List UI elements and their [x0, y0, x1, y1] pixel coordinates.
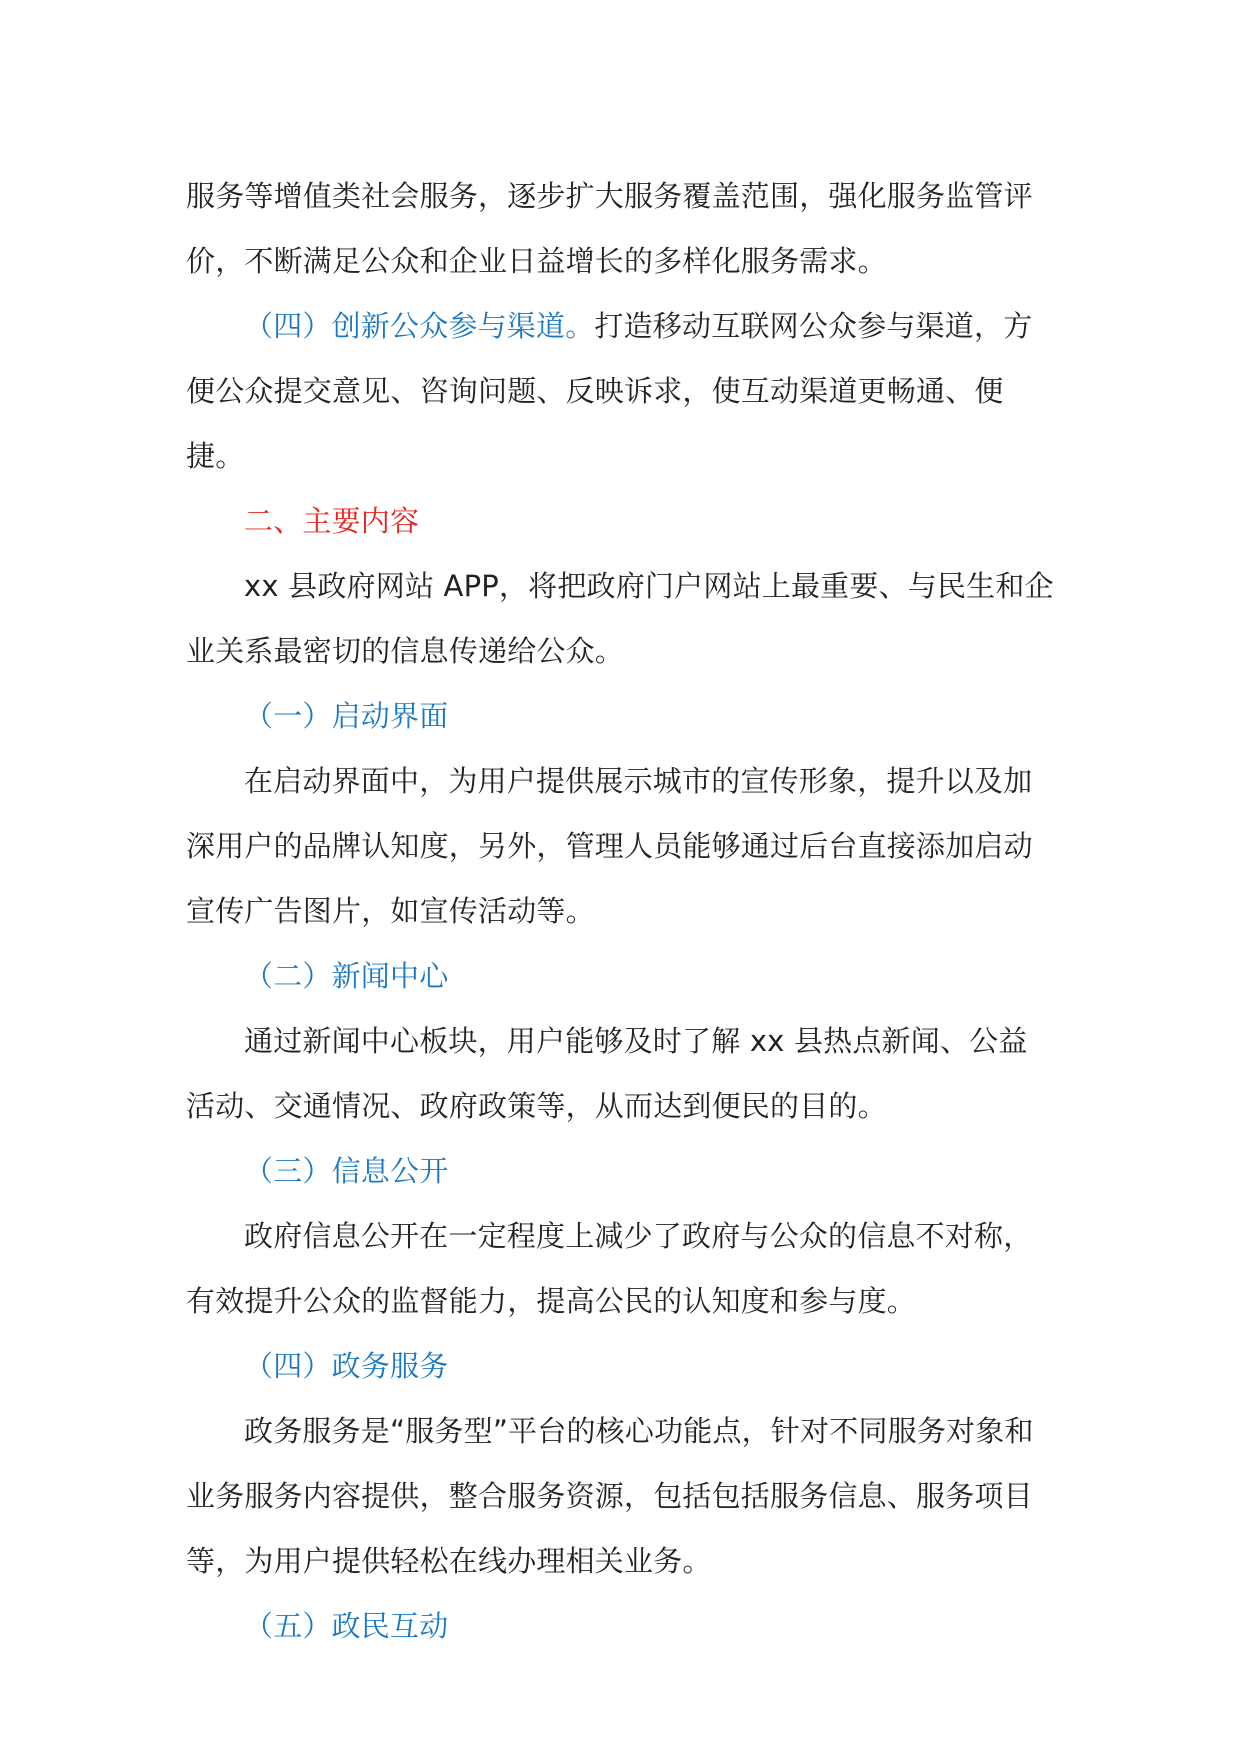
- paragraph-gov-services: 政务服务是“服务型”平台的核心功能点，针对不同服务对象和业务服务内容提供，整合服务资源，包括包括服务信息、服务项目等，为用户提供轻松在线办理相关业务。: [186, 1414, 1034, 1578]
- subheading-innovation-channel: （四）创新公众参与渠道。: [244, 309, 595, 343]
- subheading-info-disclosure: （三）信息公开: [244, 1154, 449, 1188]
- subheading-news-center: （二）新闻中心: [244, 959, 449, 993]
- paragraph-app-intro: xx 县政府网站 APP，将把政府门户网站上最重要、与民生和企业关系最密切的信息传递给公众。: [186, 569, 1054, 668]
- paragraph-innovation-channel: [186, 294, 1054, 489]
- subheading-launch-screen: （一）启动界面: [244, 699, 449, 733]
- section-title-main-content: 二、主要内容: [244, 504, 420, 538]
- paragraph-continued: 服务等增值类社会服务，逐步扩大服务覆盖范围，强化服务监管评价，不断满足公众和企业日益增长的多样化服务需求。: [186, 179, 1033, 278]
- paragraph-info-disclosure: 政府信息公开在一定程度上减少了政府与公众的信息不对称，有效提升公众的监督能力，提高公民的认知度和参与度。: [186, 1219, 1033, 1318]
- subheading-citizen-interaction: （五）政民互动: [244, 1609, 449, 1643]
- paragraph-news-center: 通过新闻中心板块，用户能够及时了解 xx 县热点新闻、公益活动、交通情况、政府政策等，从而达到便民的目的。: [186, 1024, 1028, 1123]
- subheading-gov-services: （四）政务服务: [244, 1349, 449, 1383]
- paragraph-launch-screen: 在启动界面中，为用户提供展示城市的宣传形象，提升以及加深用户的品牌认知度，另外，管理人员能够通过后台直接添加启动宣传广告图片，如宣传活动等。: [186, 764, 1033, 928]
- paragraph-innovation-body: 打造移动互联网公众参与渠道，方便公众提交意见、咨询问题、反映诉求，使互动渠道更畅通、便捷。: [186, 309, 1033, 473]
